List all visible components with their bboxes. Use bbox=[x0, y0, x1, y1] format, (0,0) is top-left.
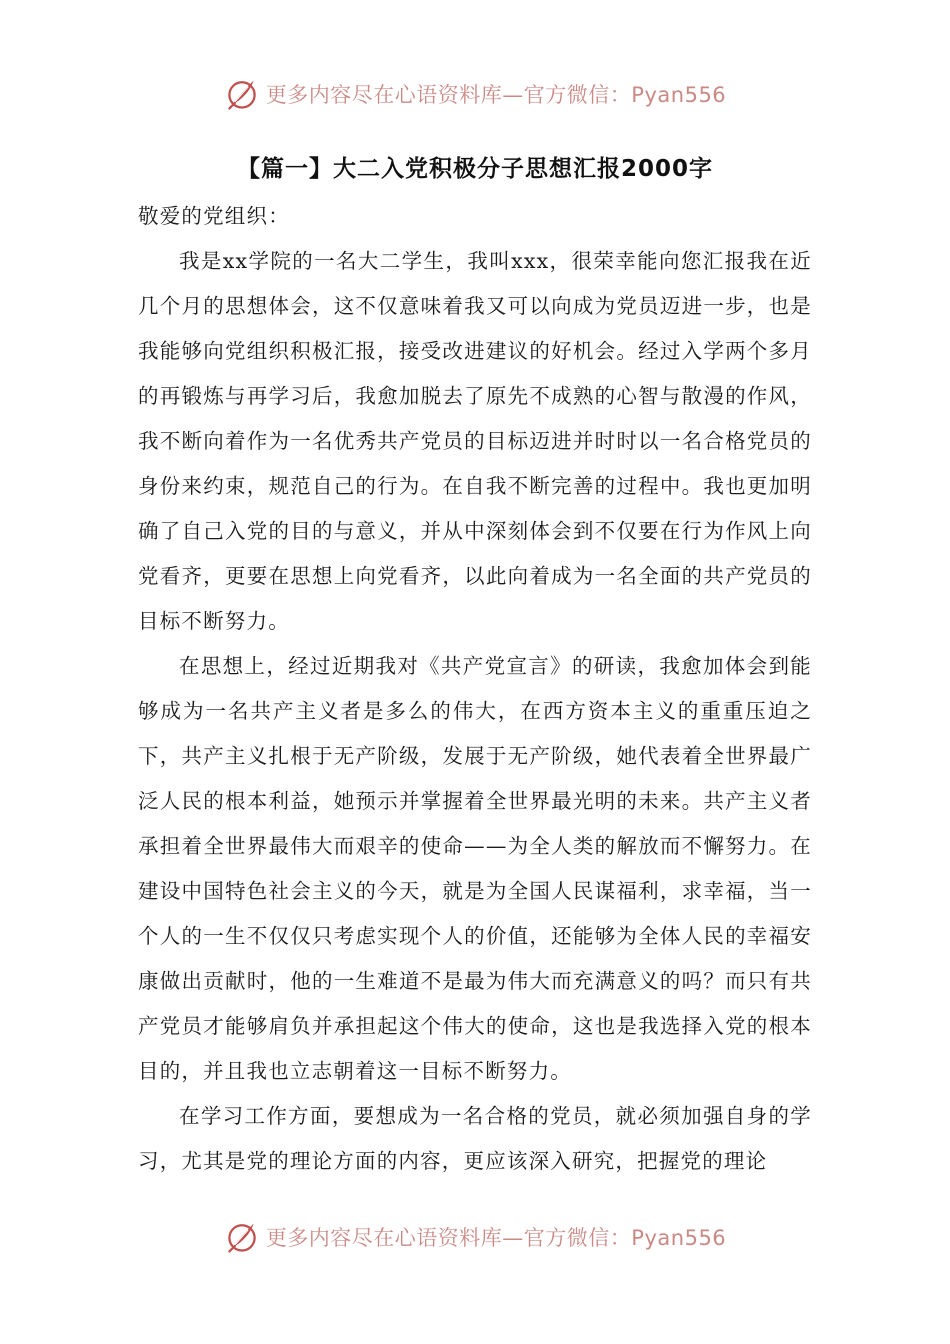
quill-pen-logo-icon bbox=[224, 76, 260, 112]
document-body bbox=[138, 194, 812, 1184]
footer-banner bbox=[0, 1215, 950, 1259]
header-banner bbox=[0, 72, 950, 116]
footer-banner-text: 更多内容尽在心语资料库—官方微信：Pyan556 bbox=[265, 1226, 727, 1250]
header-banner-text: 更多内容尽在心语资料库—官方微信：Pyan556 bbox=[265, 83, 727, 107]
document-title: 【篇一】大二入党积极分子思想汇报2000字 bbox=[236, 156, 713, 182]
quill-pen-logo-icon bbox=[224, 1219, 260, 1255]
paragraph-3: 在学习工作方面，要想成为一名合格的党员，就必须加强自身的学习，尤其是党的理论方面的内容，更应该深入研究，把握党的理论 bbox=[138, 1104, 812, 1173]
paragraph-1: 我是xx学院的一名大二学生，我叫xxx，很荣幸能向您汇报我在近几个月的思想体会，这不仅意味着我又可以向成为党员迈进一步，也是我能够向党组织积极汇报，接受改进建议的好机会。经过入学两个多月的再锻炼与再学习后，我愈加脱去了原先不成熟的心智与散漫的作风，我不断向着作为一名优秀共产党员的目标迈进并时时以一名合格党员的身份来约束，规范自己的行为。在自我不断完善的过程中。我也更加明确了自己入党的目的与意义，并从中深刻体会到不仅要在行为作风上向党看齐，更要在思想上向党看齐，以此向着成为一名全面的共产党员的目标不断努力。 bbox=[138, 249, 812, 633]
paragraph-2: 在思想上，经过近期我对《共产党宣言》的研读，我愈加体会到能够成为一名共产主义者是多么的伟大，在西方资本主义的重重压迫之下，共产主义扎根于无产阶级，发展于无产阶级，她代表着全世界最广泛人民的根本利益，她预示并掌握着全世界最光明的未来。共产主义者承担着全世界最伟大而艰辛的使命——为全人类的解放而不懈努力。在建设中国特色社会主义的今天，就是为全国人民谋福利，求幸福，当一个人的一生不仅仅只考虑实现个人的价值，还能够为全体人民的幸福安康做出贡献时，他的一生难道不是最为伟大而充满意义的吗？而只有共产党员才能够肩负并承担起这个伟大的使命，这也是我选择入党的根本目的，并且我也立志朝着这一目标不断努力。 bbox=[138, 654, 812, 1083]
salutation: 敬爱的党组织： bbox=[138, 204, 290, 228]
